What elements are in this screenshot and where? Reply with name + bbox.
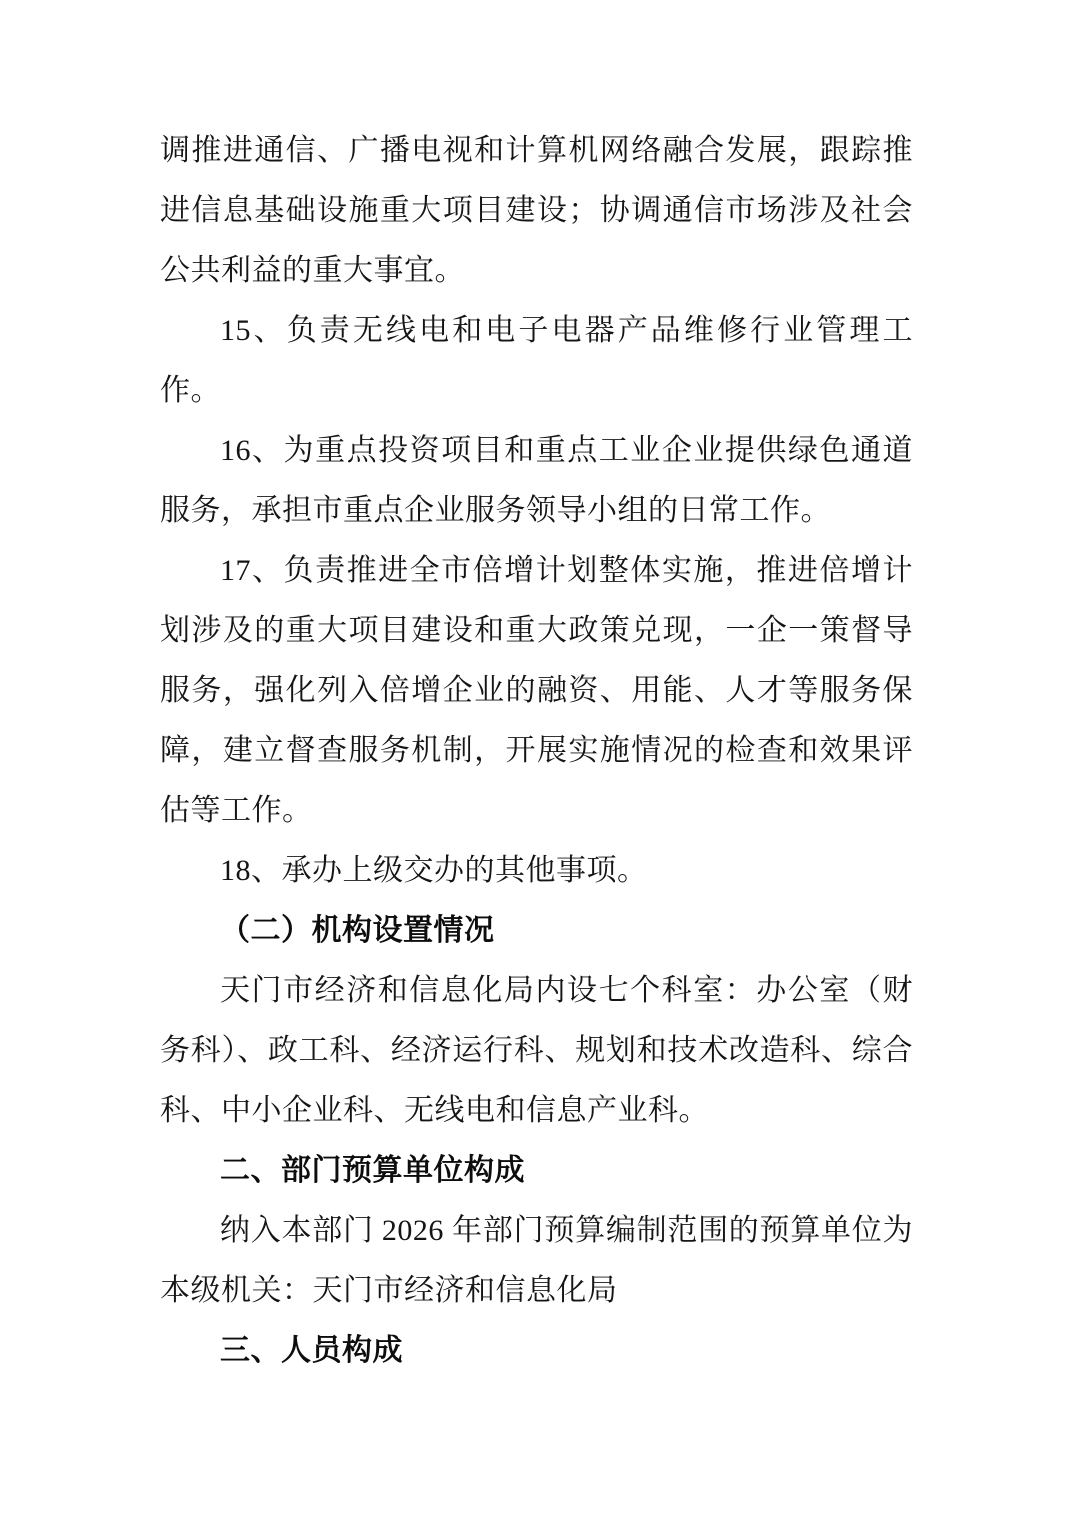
paragraph: 纳入本部门 2026 年部门预算编制范围的预算单位为本级机关：天门市经济和信息化局: [160, 1214, 913, 1307]
section-heading: 二、部门预算单位构成: [220, 1154, 525, 1187]
section-heading: 三、人员构成: [220, 1334, 403, 1367]
section-heading: （二）机构设置情况: [220, 914, 495, 947]
paragraph: 16、为重点投资项目和重点工业企业提供绿色通道服务，承担市重点企业服务领导小组的日常工作。: [160, 434, 913, 527]
document-content: [160, 121, 913, 1381]
paragraph: 17、负责推进全市倍增计划整体实施，推进倍增计划涉及的重大项目建设和重大政策兑现，一企一策督导服务，强化列入倍增企业的融资、用能、人才等服务保障，建立督查服务机制，开展实施情况的检查和效果评估等工作。: [160, 554, 913, 827]
paragraph: 15、负责无线电和电子电器产品维修行业管理工作。: [160, 314, 913, 407]
paragraph: 调推进通信、广播电视和计算机网络融合发展，跟踪推进信息基础设施重大项目建设；协调通信市场涉及社会公共利益的重大事宜。: [160, 134, 913, 287]
paragraph: 天门市经济和信息化局内设七个科室：办公室（财务科）、政工科、经济运行科、规划和技术改造科、综合科、中小企业科、无线电和信息产业科。: [160, 974, 913, 1127]
paragraph: 18、承办上级交办的其他事项。: [220, 854, 648, 887]
